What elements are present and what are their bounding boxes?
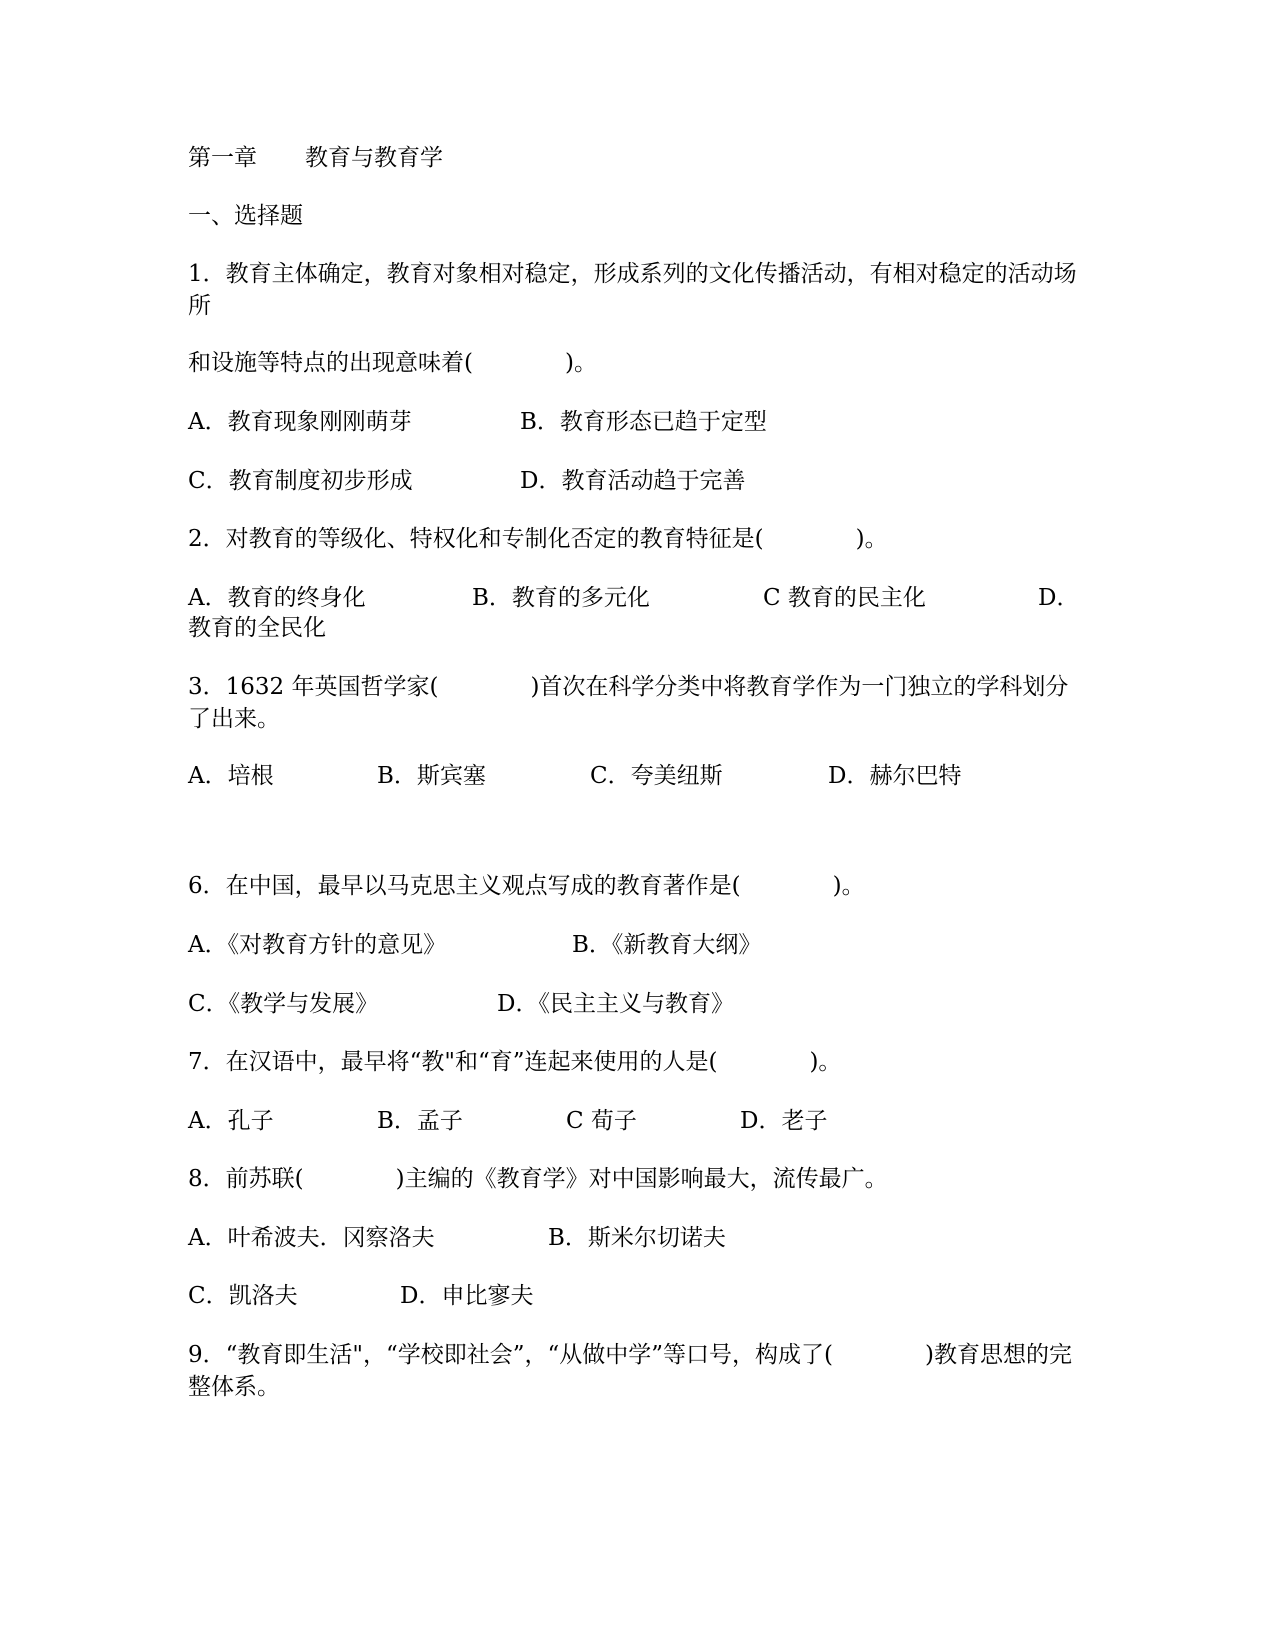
question-3-text: 3．1632 年英国哲学家( )首次在科学分类中将教育学作为一门独立的学科划分了出来。 — [188, 674, 1069, 732]
question-7-option-d: D．老子 — [740, 1108, 828, 1134]
question-1-option-d: D．教育活动趋于完善 — [520, 468, 746, 494]
question-8-option-d: D．申比寥夫 — [400, 1283, 534, 1309]
question-8-text: 8．前苏联( )主编的《教育学》对中国影响最大，流传最广。 — [188, 1166, 888, 1192]
question-6-text: 6．在中国，最早以马克思主义观点写成的教育著作是( )。 — [188, 873, 865, 899]
question-8-option-a: A．叶希波夫．冈察洛夫 — [188, 1225, 435, 1251]
question-3-option-d: D．赫尔巴特 — [828, 763, 962, 789]
question-7-option-a: A．孔子 — [188, 1108, 274, 1134]
question-2-option-b: B．教育的多元化 — [472, 585, 650, 611]
question-2-option-d-text: 教育的全民化 — [188, 615, 326, 641]
question-1-option-c: C．教育制度初步形成 — [188, 468, 413, 494]
question-7-text: 7．在汉语中，最早将“教"和“育”连起来使用的人是( )。 — [188, 1049, 842, 1075]
question-9-text: 9．“教育即生活"，“学校即社会”，“从做中学”等口号，构成了( )教育思想的完整体系。 — [188, 1342, 1072, 1400]
question-7-option-b: B．孟子 — [377, 1108, 463, 1134]
question-3-option-b: B．斯宾塞 — [377, 763, 486, 789]
section-heading: 一、选择题 — [188, 203, 303, 229]
question-6-option-b: B．《新教育大纲》 — [572, 932, 762, 958]
question-1-option-b: B．教育形态已趋于定型 — [520, 409, 767, 435]
question-2-text: 2．对教育的等级化、特权化和专制化否定的教育特征是( )。 — [188, 526, 888, 552]
question-6-option-a: A．《对教育方针的意见》 — [188, 932, 447, 958]
question-7-option-c: C 荀子 — [566, 1108, 637, 1134]
question-2-option-a: A．教育的终身化 — [188, 585, 366, 611]
question-2-option-c: C 教育的民主化 — [763, 585, 926, 611]
question-8-option-b: B．斯米尔切诺夫 — [548, 1225, 726, 1251]
question-8-option-c: C．凯洛夫 — [188, 1283, 298, 1309]
question-6-option-d: D．《民主主义与教育》 — [497, 991, 734, 1017]
chapter-heading — [188, 142, 443, 174]
chapter-title: 教育与教育学 — [305, 145, 443, 171]
question-3-option-c: C．夸美纽斯 — [590, 763, 723, 789]
question-6-option-c: C．《教学与发展》 — [188, 991, 379, 1017]
question-1-text-cont: 和设施等特点的出现意味着( )。 — [188, 350, 597, 376]
question-2-option-d: D． — [1038, 585, 1080, 611]
question-1-text: 1．教育主体确定，教育对象相对稳定，形成系列的文化传播活动，有相对稳定的活动场所 — [188, 261, 1077, 319]
question-1-option-a: A．教育现象刚刚萌芽 — [188, 409, 412, 435]
chapter-number: 第一章 — [188, 145, 257, 171]
question-3-option-a: A．培根 — [188, 763, 274, 789]
